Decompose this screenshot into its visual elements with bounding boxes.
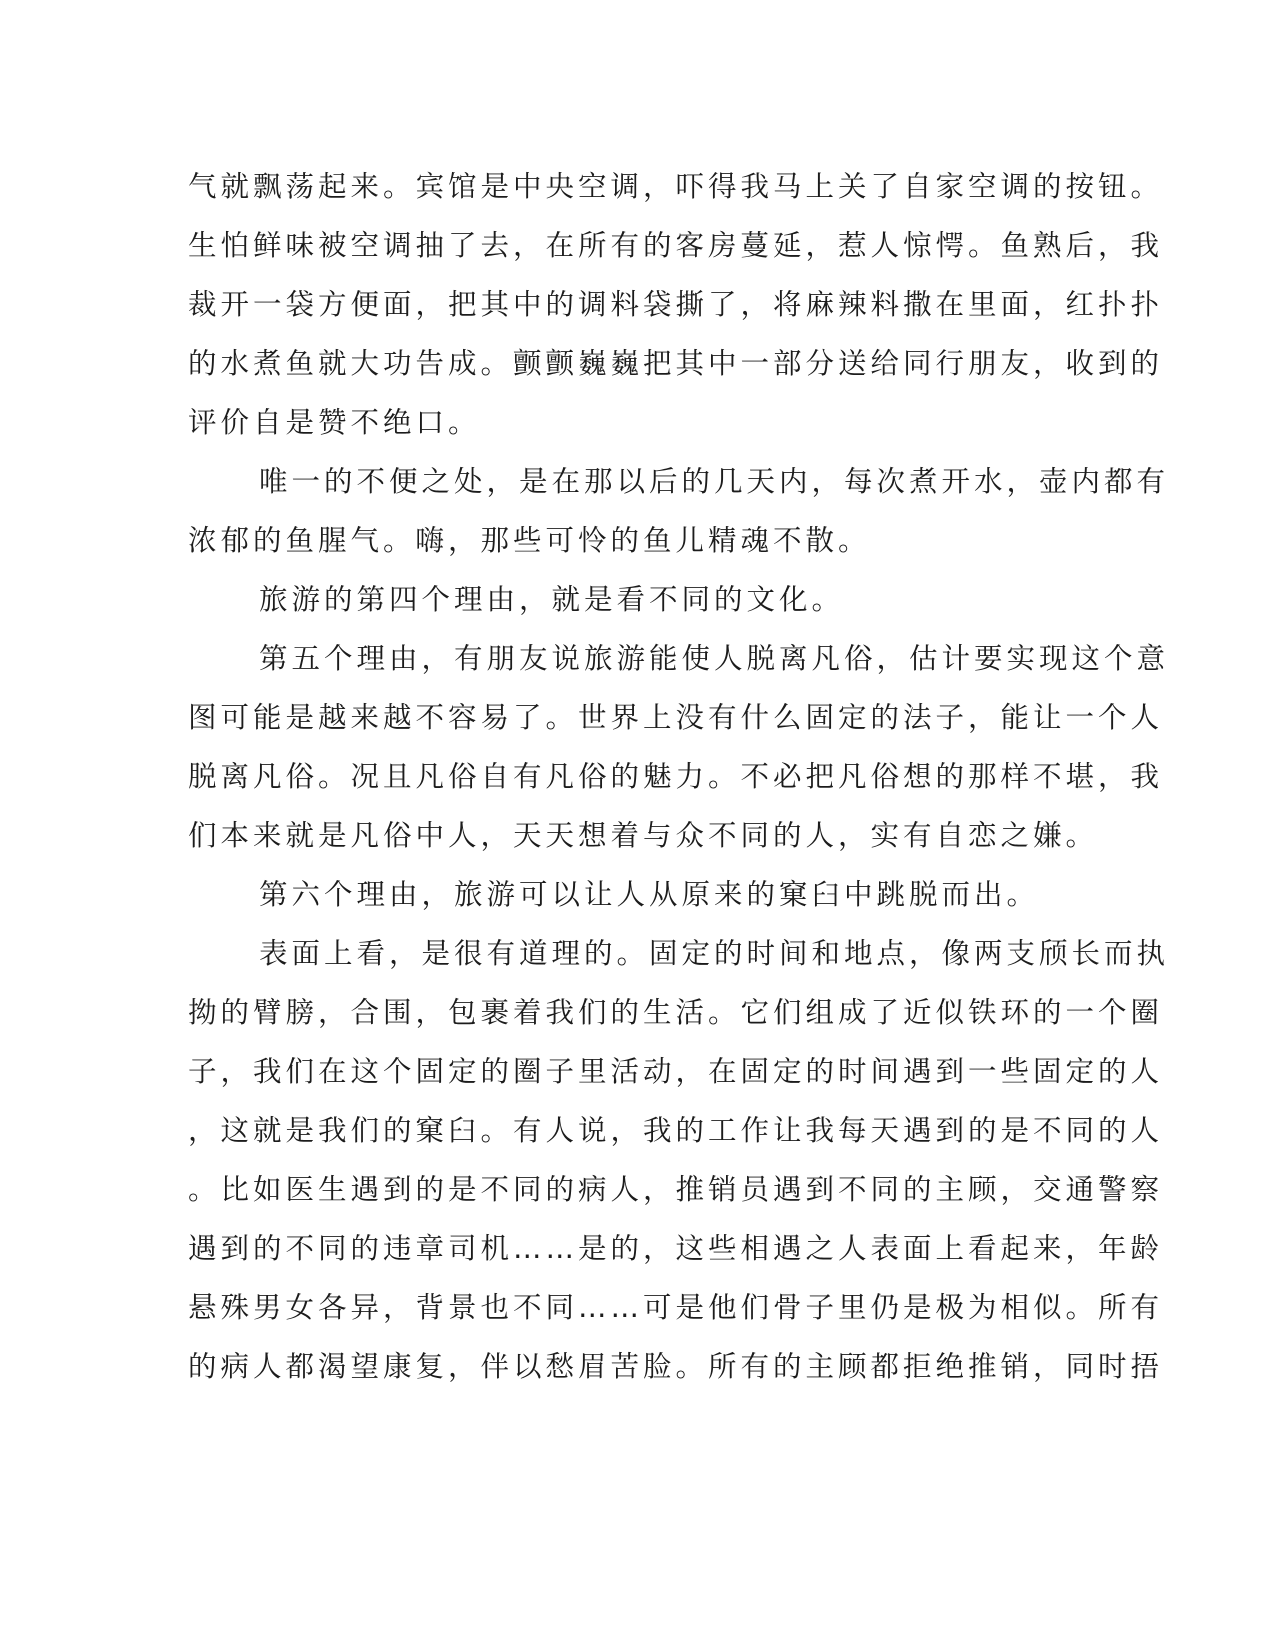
text-line: 们本来就是凡俗中人，天天想着与众不同的人，实有自恋之嫌。 xyxy=(188,819,1099,852)
paragraph-first-line: 表面上看，是很有道理的。固定的时间和地点，像两支颀长而执 xyxy=(259,937,1170,970)
text-line: 的病人都渴望康复，伴以愁眉苦脸。所有的主顾都拒绝推销，同时捂 xyxy=(188,1350,1164,1383)
text-line: 脱离凡俗。况且凡俗自有凡俗的魅力。不必把凡俗想的那样不堪，我 xyxy=(188,760,1164,793)
text-line: 。比如医生遇到的是不同的病人，推销员遇到不同的主顾，交通警察 xyxy=(188,1173,1164,1206)
text-line: 气就飘荡起来。宾馆是中央空调，吓得我马上关了自家空调的按钮。 xyxy=(188,170,1164,203)
text-line: 拗的臂膀，合围，包裹着我们的生活。它们组成了近似铁环的一个圈 xyxy=(188,996,1164,1029)
paragraph-first-line: 唯一的不便之处，是在那以后的几天内，每次煮开水，壶内都有 xyxy=(259,465,1170,498)
text-line: 的水煮鱼就大功告成。颤颤巍巍把其中一部分送给同行朋友，收到的 xyxy=(188,347,1164,380)
text-line: ，这就是我们的窠臼。有人说，我的工作让我每天遇到的是不同的人 xyxy=(188,1114,1164,1147)
text-line: 遇到的不同的违章司机……是的，这些相遇之人表面上看起来，年龄 xyxy=(188,1232,1164,1265)
text-line: 生怕鲜味被空调抽了去，在所有的客房蔓延，惹人惊愕。鱼熟后，我 xyxy=(188,229,1164,262)
document-body xyxy=(188,157,1170,1396)
text-line: 评价自是赞不绝口。 xyxy=(188,406,481,439)
text-line: 子，我们在这个固定的圈子里活动，在固定的时间遇到一些固定的人 xyxy=(188,1055,1164,1088)
paragraph-first-line: 第六个理由，旅游可以让人从原来的窠臼中跳脱而出。 xyxy=(259,878,1040,911)
paragraph-first-line: 旅游的第四个理由，就是看不同的文化。 xyxy=(259,583,845,616)
text-line: 浓郁的鱼腥气。嗨，那些可怜的鱼儿精魂不散。 xyxy=(188,524,871,557)
text-line: 图可能是越来越不容易了。世界上没有什么固定的法子，能让一个人 xyxy=(188,701,1164,734)
text-line: 悬殊男女各异，背景也不同……可是他们骨子里仍是极为相似。所有 xyxy=(188,1291,1164,1324)
paragraph-first-line: 第五个理由，有朋友说旅游能使人脱离凡俗，估计要实现这个意 xyxy=(259,642,1170,675)
text-line: 裁开一袋方便面，把其中的调料袋撕了，将麻辣料撒在里面，红扑扑 xyxy=(188,288,1164,321)
